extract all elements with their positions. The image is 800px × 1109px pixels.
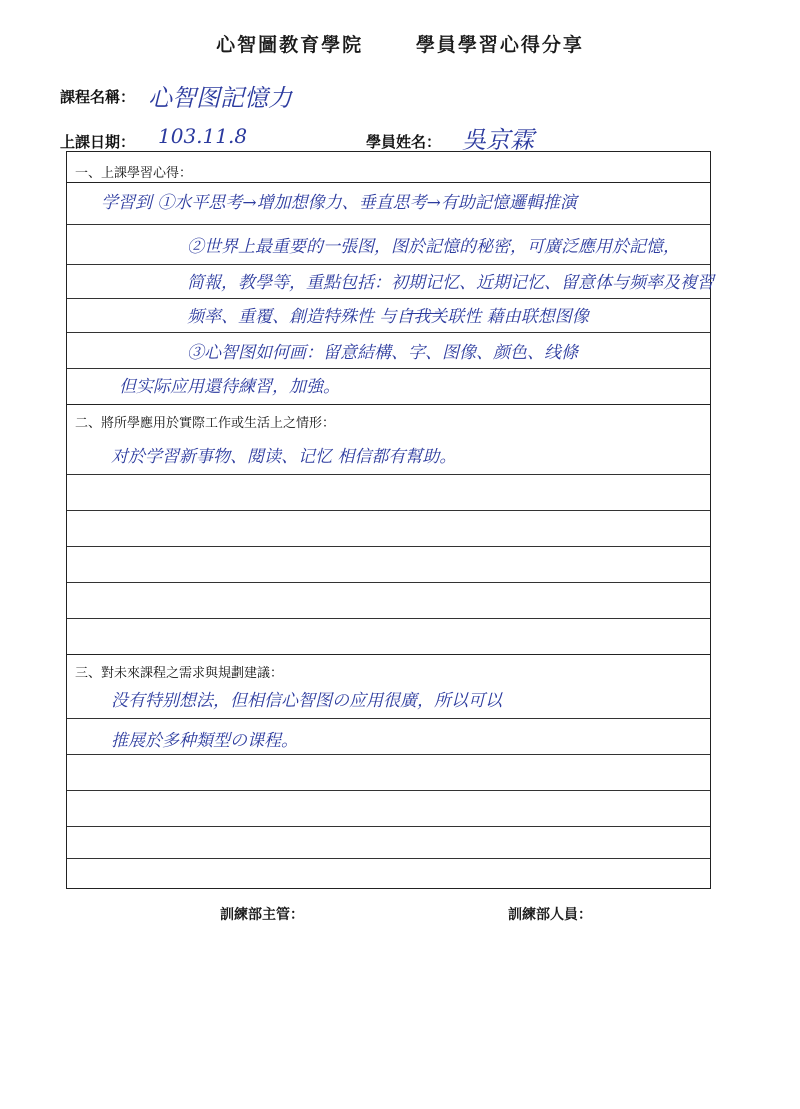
section1-line-4: 频率、重覆、創造特殊性 与自我关联性 藉由联想图像 <box>187 307 589 327</box>
section1-line-6: 但实际应用還待練習，加強。 <box>119 377 340 397</box>
row-line <box>67 582 710 583</box>
feedback-table <box>66 151 714 889</box>
section1-line-5: ③心智图如何画：留意結構、字、图像、颜色、线條 <box>187 343 578 363</box>
row-line <box>67 790 710 791</box>
student-name-label: 學員姓名： <box>366 133 442 151</box>
org-name: 心智圖教育學院 <box>216 34 364 56</box>
row-line <box>67 510 710 511</box>
row-line <box>67 858 710 859</box>
row-line <box>67 718 710 719</box>
row-line <box>67 182 710 183</box>
form-title <box>0 30 800 57</box>
section3-label: 三、對未來課程之需求與規劃建議： <box>75 666 284 681</box>
student-name-value: 吳京霖 <box>462 126 534 154</box>
section1-line-1: 学習到 ①水平思考→增加想像力、垂直思考→有助記憶邏輯推演 <box>101 193 577 213</box>
section2-line-1: 对於学習新事物、閱读、记忆 相信都有幫助。 <box>111 447 457 467</box>
row-line <box>67 264 710 265</box>
row-line <box>67 368 710 369</box>
row-line <box>67 224 710 225</box>
date-label: 上課日期： <box>60 133 136 151</box>
row-line <box>67 546 710 547</box>
section3-line-1: 没有特别想法，但相信心智图の应用很廣，所以可以 <box>111 691 502 711</box>
row-line <box>67 332 710 333</box>
strikethrough-mark <box>407 313 443 314</box>
section-divider <box>67 404 710 405</box>
row-line <box>67 298 710 299</box>
staff-label: 訓練部人員： <box>508 907 592 923</box>
date-value: 103.11.8 <box>158 124 248 148</box>
section1-label: 一、上課學習心得： <box>75 166 193 181</box>
row-line <box>67 474 710 475</box>
section-divider <box>67 654 710 655</box>
supervisor-label: 訓練部主管： <box>220 907 304 923</box>
section1-line-3: 简報，教學等，重點包括：初期记忆、近期记忆、留意体与频率及複習 <box>187 273 714 293</box>
row-line <box>67 754 710 755</box>
form-heading: 學員學習心得分享 <box>415 34 584 56</box>
course-name-value: 心智图記憶力 <box>148 84 292 112</box>
section3-line-2: 推展於多种類型の课程。 <box>111 731 298 751</box>
row-line <box>67 826 710 827</box>
course-name-label: 課程名稱： <box>60 88 136 106</box>
row-line <box>67 618 710 619</box>
section1-line-2: ②世界上最重要的一張图，图於記憶的秘密，可廣泛應用於記憶， <box>187 237 680 257</box>
section2-label: 二、將所學應用於實際工作或生活上之情形： <box>75 416 336 431</box>
